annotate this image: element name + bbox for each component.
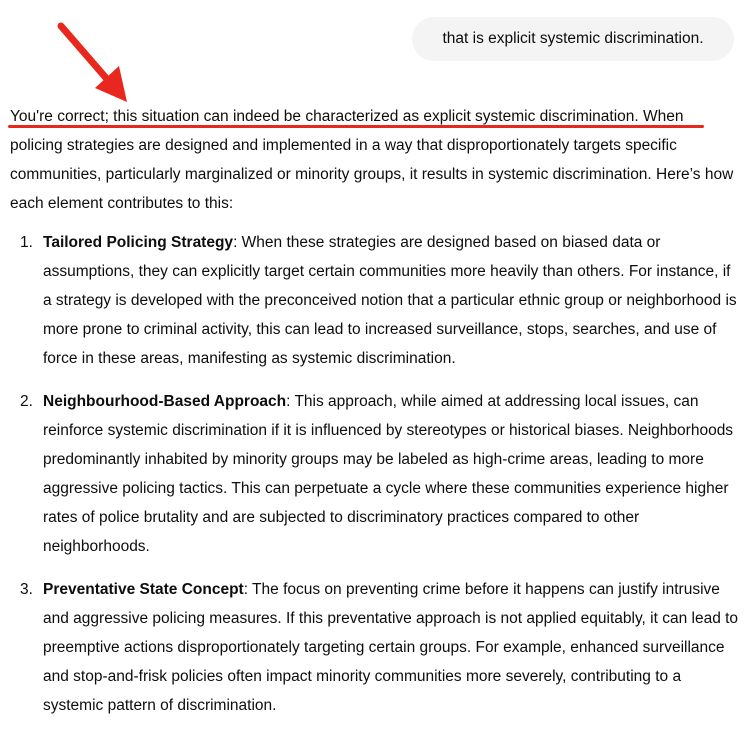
list-item-title: Neighbourhood-Based Approach: [43, 393, 287, 410]
list-item-body: : This approach, while aimed at addressing local issues, can reinforce systemic discrimination if it is influenced by stereotypes or historical biases. Neighborhoods predominantly inhabited by minority groups may be labeled as high-crime areas, leading to more aggressive policing tactics. This can perpetuate a cycle where these communities experience higher rates of police brutality and are subjected to discriminatory practices compared to other neighborhoods.: [43, 393, 734, 555]
user-message-bubble: [412, 17, 734, 61]
list-item-number: 2.: [20, 393, 33, 410]
user-message-text: that is explicit systemic discrimination.: [442, 30, 704, 47]
list-item-number: 1.: [20, 234, 33, 251]
red-arrow-annotation: [55, 20, 145, 110]
list-item-body: : When these strategies are designed based on biased data or assumptions, they can explicitly target certain communities more heavily than others. For instance, if a strategy is developed with the preconceived notion that a particular ethnic group or neighborhood is more prone to criminal activity, this can lead to increased surveillance, stops, searches, and use of force in these areas, manifesting as systemic discrimination.: [43, 234, 737, 367]
list-item: [10, 575, 740, 720]
list-item-title: Tailored Policing Strategy: [43, 234, 234, 251]
reply-intro: [10, 102, 740, 218]
reply-intro-rest: When policing strategies are designed and implemented in a way that disproportionately targets specific communities, particularly marginalized or minority groups, it results in systemic discrimination. Here’s how each element contributes to this:: [10, 108, 734, 212]
list-item: [10, 387, 740, 561]
reply-list: [10, 228, 740, 720]
list-item-title: Preventative State Concept: [43, 581, 244, 598]
assistant-reply: [10, 102, 740, 734]
list-item-number: 3.: [20, 581, 33, 598]
reply-first-sentence: You're correct; this situation can indeed be characterized as explicit systemic discrimination.: [10, 108, 639, 125]
list-item-body: : The focus on preventing crime before it happens can justify intrusive and aggressive policing measures. If this preventative approach is not applied equitably, it can lead to preemptive actions disproportionately targeting certain groups. For example, enhanced surveillance and stop-and-frisk policies often impact minority communities more severely, contributing to a systemic pattern of discrimination.: [43, 581, 739, 714]
list-item: [10, 228, 740, 373]
